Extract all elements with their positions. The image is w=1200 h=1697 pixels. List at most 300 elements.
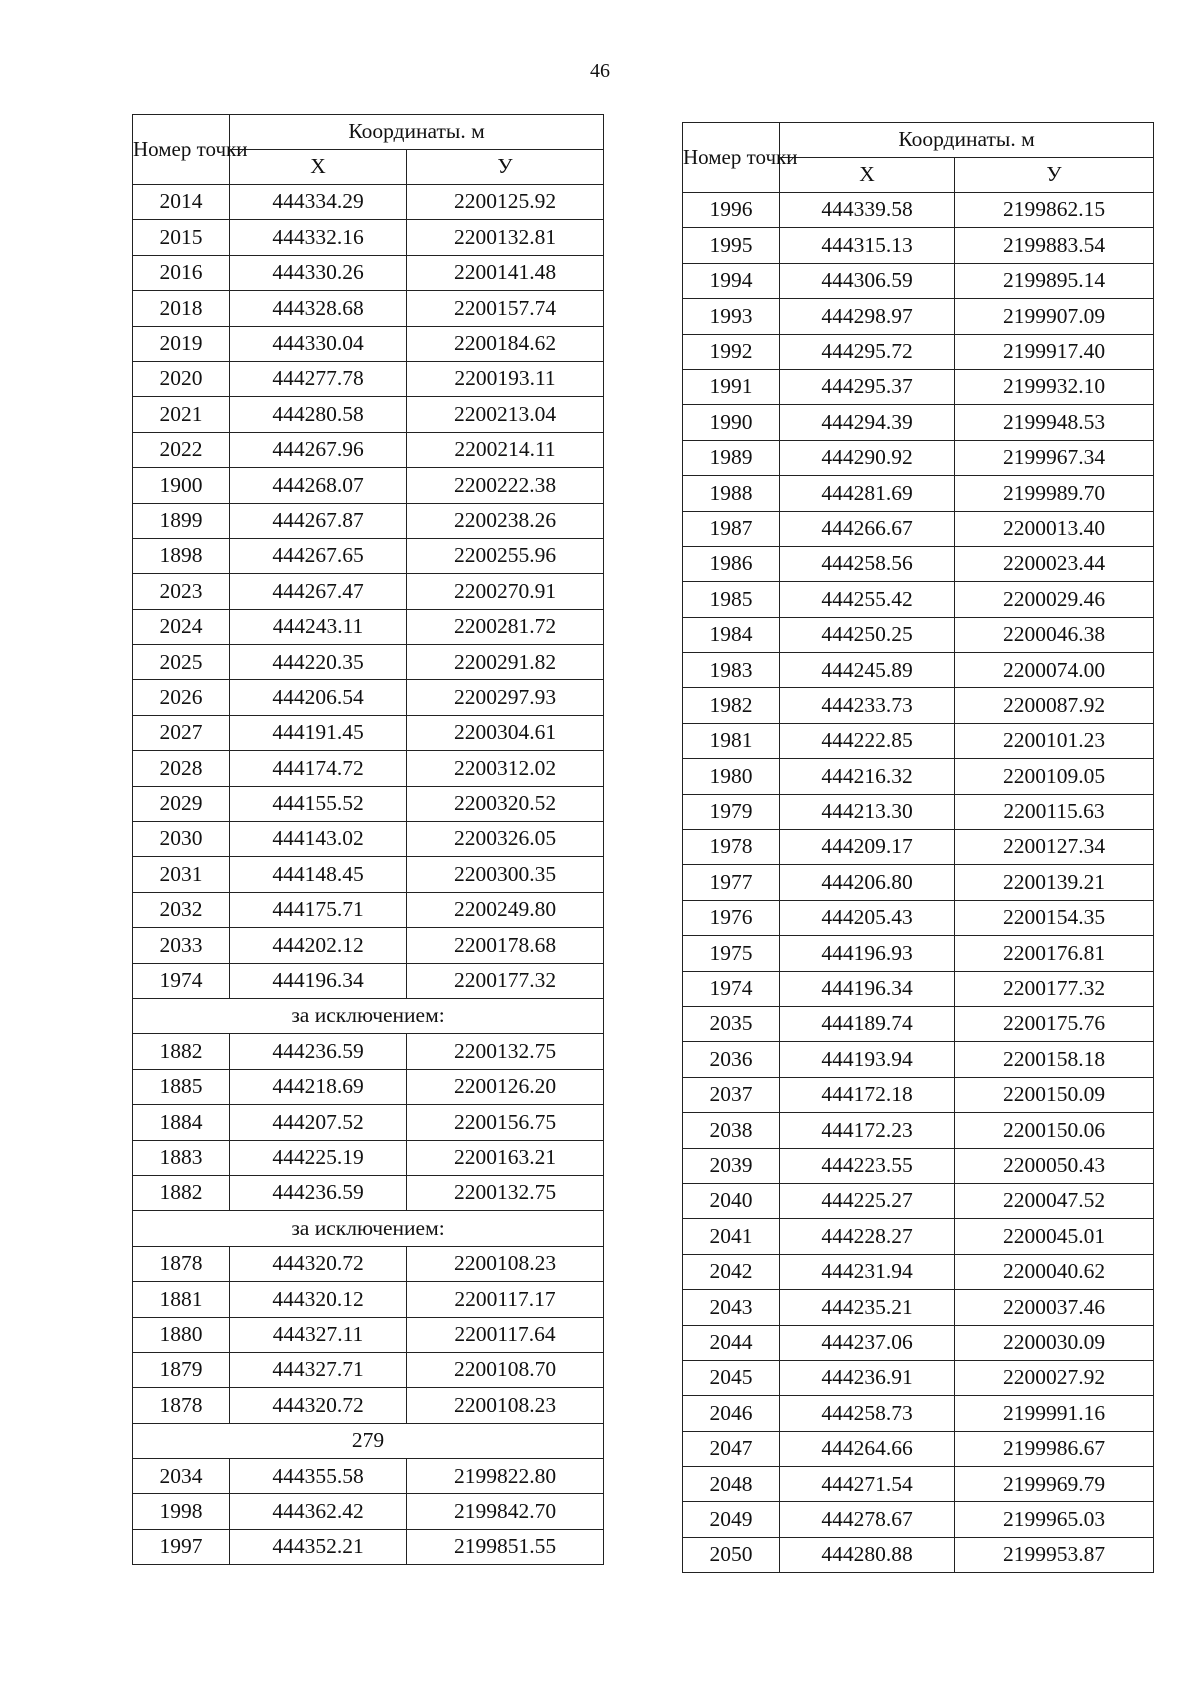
x-coordinate-cell: 444143.02 (230, 822, 407, 857)
table-row (683, 617, 1154, 652)
table-row (683, 723, 1154, 758)
point-number-cell: 1885 (133, 1069, 230, 1104)
x-coordinate-cell: 444327.71 (230, 1352, 407, 1387)
x-coordinate-cell: 444352.21 (230, 1529, 407, 1564)
table-row (133, 1494, 604, 1529)
y-coordinate-cell: 2200125.92 (407, 185, 604, 220)
x-coordinate-cell: 444220.35 (230, 645, 407, 680)
x-coordinate-cell: 444235.21 (780, 1290, 955, 1325)
table-row (133, 715, 604, 750)
point-number-cell: 1981 (683, 723, 780, 758)
point-number-cell: 2032 (133, 892, 230, 927)
x-coordinate-cell: 444320.72 (230, 1246, 407, 1281)
y-coordinate-cell: 2200108.70 (407, 1352, 604, 1387)
x-coordinate-cell: 444277.78 (230, 361, 407, 396)
x-coordinate-cell: 444191.45 (230, 715, 407, 750)
point-number-cell: 1990 (683, 405, 780, 440)
table-row (683, 1431, 1154, 1466)
x-coordinate-cell: 444225.27 (780, 1183, 955, 1218)
y-coordinate-cell: 2200050.43 (955, 1148, 1154, 1183)
section-row (133, 1423, 604, 1458)
y-coordinate-cell: 2200238.26 (407, 503, 604, 538)
x-coordinate-cell: 444332.16 (230, 220, 407, 255)
y-coordinate-cell: 2200047.52 (955, 1183, 1154, 1218)
x-coordinate-cell: 444206.54 (230, 680, 407, 715)
point-number-cell: 1900 (133, 468, 230, 503)
y-coordinate-cell: 2199907.09 (955, 299, 1154, 334)
x-coordinate-cell: 444155.52 (230, 786, 407, 821)
point-number-cell: 2049 (683, 1502, 780, 1537)
point-number-cell: 1974 (683, 971, 780, 1006)
table-row (683, 369, 1154, 404)
point-number-cell: 1986 (683, 546, 780, 581)
x-coordinate-cell: 444267.65 (230, 538, 407, 573)
y-coordinate-cell: 2200046.38 (955, 617, 1154, 652)
x-coordinate-cell: 444223.55 (780, 1148, 955, 1183)
x-coordinate-cell: 444206.80 (780, 865, 955, 900)
x-coordinate-cell: 444334.29 (230, 185, 407, 220)
point-number-cell: 2019 (133, 326, 230, 361)
table-row (683, 1537, 1154, 1572)
section-row (133, 1211, 604, 1246)
point-number-cell: 1882 (133, 1034, 230, 1069)
point-number-cell: 2030 (133, 822, 230, 857)
table-row (133, 1246, 604, 1281)
y-coordinate-cell: 2200193.11 (407, 361, 604, 396)
x-coordinate-cell: 444202.12 (230, 928, 407, 963)
x-coordinate-cell: 444218.69 (230, 1069, 407, 1104)
x-coordinate-cell: 444172.23 (780, 1113, 955, 1148)
y-coordinate-cell: 2200037.46 (955, 1290, 1154, 1325)
table-row (133, 432, 604, 467)
table-row (133, 1105, 604, 1140)
y-coordinate-cell: 2200300.35 (407, 857, 604, 892)
y-coordinate-cell: 2200108.23 (407, 1388, 604, 1423)
point-number-cell: 2021 (133, 397, 230, 432)
section-label: за исключением: (133, 1211, 604, 1246)
y-coordinate-cell: 2200297.93 (407, 680, 604, 715)
y-coordinate-cell: 2199932.10 (955, 369, 1154, 404)
y-coordinate-cell: 2200320.52 (407, 786, 604, 821)
table-row (133, 574, 604, 609)
x-coordinate-cell: 444258.73 (780, 1396, 955, 1431)
x-coordinate-cell: 444174.72 (230, 751, 407, 786)
y-coordinate-cell: 2200156.75 (407, 1105, 604, 1140)
point-number-cell: 2025 (133, 645, 230, 680)
table-row (683, 1325, 1154, 1360)
x-coordinate-cell: 444320.72 (230, 1388, 407, 1423)
y-coordinate-cell: 2200157.74 (407, 291, 604, 326)
table-row (683, 582, 1154, 617)
y-coordinate-cell: 2200222.38 (407, 468, 604, 503)
y-coordinate-cell: 2200154.35 (955, 900, 1154, 935)
x-coordinate-cell: 444295.72 (780, 334, 955, 369)
x-coordinate-cell: 444196.93 (780, 936, 955, 971)
y-coordinate-cell: 2200109.05 (955, 759, 1154, 794)
x-coordinate-cell: 444196.34 (230, 963, 407, 998)
section-label: за исключением: (133, 998, 604, 1033)
header-coordinates: Координаты. м (780, 123, 1154, 158)
point-number-cell: 1978 (683, 830, 780, 865)
x-coordinate-cell: 444236.59 (230, 1175, 407, 1210)
y-coordinate-cell: 2200178.68 (407, 928, 604, 963)
point-number-cell: 2042 (683, 1254, 780, 1289)
table-row (683, 1467, 1154, 1502)
x-coordinate-cell: 444271.54 (780, 1467, 955, 1502)
x-coordinate-cell: 444278.67 (780, 1502, 955, 1537)
point-number-cell: 1994 (683, 263, 780, 298)
x-coordinate-cell: 444295.37 (780, 369, 955, 404)
table-row (133, 609, 604, 644)
point-number-cell: 2026 (133, 680, 230, 715)
header-y: У (955, 158, 1154, 193)
y-coordinate-cell: 2200013.40 (955, 511, 1154, 546)
point-number-cell: 1881 (133, 1282, 230, 1317)
y-coordinate-cell: 2200040.62 (955, 1254, 1154, 1289)
y-coordinate-cell: 2200045.01 (955, 1219, 1154, 1254)
table-row (683, 1077, 1154, 1112)
point-number-cell: 2022 (133, 432, 230, 467)
x-coordinate-cell: 444189.74 (780, 1006, 955, 1041)
table-row (683, 193, 1154, 228)
point-number-cell: 1997 (133, 1529, 230, 1564)
point-number-cell: 1979 (683, 794, 780, 829)
point-number-cell: 2045 (683, 1360, 780, 1395)
y-coordinate-cell: 2199986.67 (955, 1431, 1154, 1466)
table-row (133, 822, 604, 857)
table-row (133, 645, 604, 680)
y-coordinate-cell: 2200117.64 (407, 1317, 604, 1352)
y-coordinate-cell: 2200150.09 (955, 1077, 1154, 1112)
y-coordinate-cell: 2200087.92 (955, 688, 1154, 723)
table-row (133, 1352, 604, 1387)
table-row (133, 680, 604, 715)
x-coordinate-cell: 444216.32 (780, 759, 955, 794)
table-row (133, 468, 604, 503)
table-row (683, 936, 1154, 971)
y-coordinate-cell: 2199851.55 (407, 1529, 604, 1564)
y-coordinate-cell: 2200139.21 (955, 865, 1154, 900)
x-coordinate-cell: 444148.45 (230, 857, 407, 892)
x-coordinate-cell: 444245.89 (780, 653, 955, 688)
header-point-number: Номер точки (133, 115, 230, 185)
table-row (133, 1459, 604, 1494)
x-coordinate-cell: 444268.07 (230, 468, 407, 503)
point-number-cell: 1976 (683, 900, 780, 935)
table-row (683, 830, 1154, 865)
x-coordinate-cell: 444243.11 (230, 609, 407, 644)
y-coordinate-cell: 2199862.15 (955, 193, 1154, 228)
y-coordinate-cell: 2199822.80 (407, 1459, 604, 1494)
x-coordinate-cell: 444258.56 (780, 546, 955, 581)
header-coordinates: Координаты. м (230, 115, 604, 150)
y-coordinate-cell: 2199989.70 (955, 476, 1154, 511)
x-coordinate-cell: 444264.66 (780, 1431, 955, 1466)
x-coordinate-cell: 444328.68 (230, 291, 407, 326)
y-coordinate-cell: 2199842.70 (407, 1494, 604, 1529)
x-coordinate-cell: 444266.67 (780, 511, 955, 546)
y-coordinate-cell: 2199948.53 (955, 405, 1154, 440)
table-row (683, 405, 1154, 440)
point-number-cell: 1991 (683, 369, 780, 404)
point-number-cell: 1995 (683, 228, 780, 263)
y-coordinate-cell: 2199883.54 (955, 228, 1154, 263)
right-coordinates-table (682, 122, 1154, 1573)
point-number-cell: 2040 (683, 1183, 780, 1218)
x-coordinate-cell: 444315.13 (780, 228, 955, 263)
point-number-cell: 1988 (683, 476, 780, 511)
y-coordinate-cell: 2200249.80 (407, 892, 604, 927)
table-row (683, 1042, 1154, 1077)
point-number-cell: 2035 (683, 1006, 780, 1041)
table-row (683, 546, 1154, 581)
table-row (133, 1140, 604, 1175)
table-row (683, 1006, 1154, 1041)
x-coordinate-cell: 444228.27 (780, 1219, 955, 1254)
x-coordinate-cell: 444306.59 (780, 263, 955, 298)
y-coordinate-cell: 2200163.21 (407, 1140, 604, 1175)
table-row (133, 1069, 604, 1104)
table-row (683, 1360, 1154, 1395)
header-x: X (780, 158, 955, 193)
table-row (133, 928, 604, 963)
table-row (683, 1113, 1154, 1148)
point-number-cell: 1998 (133, 1494, 230, 1529)
y-coordinate-cell: 2200176.81 (955, 936, 1154, 971)
point-number-cell: 1974 (133, 963, 230, 998)
y-coordinate-cell: 2200027.92 (955, 1360, 1154, 1395)
x-coordinate-cell: 444236.91 (780, 1360, 955, 1395)
point-number-cell: 2038 (683, 1113, 780, 1148)
y-coordinate-cell: 2199917.40 (955, 334, 1154, 369)
table-row (133, 892, 604, 927)
table-row (133, 185, 604, 220)
x-coordinate-cell: 444298.97 (780, 299, 955, 334)
table-row (683, 688, 1154, 723)
x-coordinate-cell: 444196.34 (780, 971, 955, 1006)
point-number-cell: 2016 (133, 255, 230, 290)
point-number-cell: 2043 (683, 1290, 780, 1325)
table-row (133, 361, 604, 396)
point-number-cell: 2029 (133, 786, 230, 821)
point-number-cell: 1993 (683, 299, 780, 334)
point-number-cell: 2048 (683, 1467, 780, 1502)
y-coordinate-cell: 2200158.18 (955, 1042, 1154, 1077)
point-number-cell: 1982 (683, 688, 780, 723)
y-coordinate-cell: 2200127.34 (955, 830, 1154, 865)
point-number-cell: 1989 (683, 440, 780, 475)
point-number-cell: 1878 (133, 1246, 230, 1281)
x-coordinate-cell: 444209.17 (780, 830, 955, 865)
y-coordinate-cell: 2199991.16 (955, 1396, 1154, 1431)
table-row (133, 397, 604, 432)
header-y: У (407, 150, 604, 185)
table-row (133, 751, 604, 786)
table-row (683, 865, 1154, 900)
point-number-cell: 2015 (133, 220, 230, 255)
point-number-cell: 2041 (683, 1219, 780, 1254)
table-row (133, 538, 604, 573)
x-coordinate-cell: 444327.11 (230, 1317, 407, 1352)
y-coordinate-cell: 2200326.05 (407, 822, 604, 857)
point-number-cell: 2050 (683, 1537, 780, 1572)
point-number-cell: 1983 (683, 653, 780, 688)
y-coordinate-cell: 2200108.23 (407, 1246, 604, 1281)
table-row (683, 1219, 1154, 1254)
table-row (133, 963, 604, 998)
y-coordinate-cell: 2200175.76 (955, 1006, 1154, 1041)
point-number-cell: 1985 (683, 582, 780, 617)
table-row (683, 900, 1154, 935)
table-row (133, 1388, 604, 1423)
y-coordinate-cell: 2200255.96 (407, 538, 604, 573)
x-coordinate-cell: 444222.85 (780, 723, 955, 758)
point-number-cell: 1984 (683, 617, 780, 652)
x-coordinate-cell: 444280.88 (780, 1537, 955, 1572)
table-row (133, 503, 604, 538)
y-coordinate-cell: 2200213.04 (407, 397, 604, 432)
y-coordinate-cell: 2200304.61 (407, 715, 604, 750)
point-number-cell: 2037 (683, 1077, 780, 1112)
y-coordinate-cell: 2200132.75 (407, 1034, 604, 1069)
x-coordinate-cell: 444320.12 (230, 1282, 407, 1317)
point-number-cell: 2036 (683, 1042, 780, 1077)
table-row (133, 326, 604, 361)
table-row (133, 1034, 604, 1069)
y-coordinate-cell: 2200030.09 (955, 1325, 1154, 1360)
section-label: 279 (133, 1423, 604, 1458)
y-coordinate-cell: 2200270.91 (407, 574, 604, 609)
page-number: 46 (590, 60, 610, 82)
x-coordinate-cell: 444255.42 (780, 582, 955, 617)
point-number-cell: 1884 (133, 1105, 230, 1140)
x-coordinate-cell: 444175.71 (230, 892, 407, 927)
point-number-cell: 2047 (683, 1431, 780, 1466)
y-coordinate-cell: 2200291.82 (407, 645, 604, 680)
table-row (683, 759, 1154, 794)
y-coordinate-cell: 2200132.75 (407, 1175, 604, 1210)
x-coordinate-cell: 444207.52 (230, 1105, 407, 1140)
y-coordinate-cell: 2200101.23 (955, 723, 1154, 758)
y-coordinate-cell: 2200281.72 (407, 609, 604, 644)
x-coordinate-cell: 444236.59 (230, 1034, 407, 1069)
point-number-cell: 1899 (133, 503, 230, 538)
table-row (683, 228, 1154, 263)
x-coordinate-cell: 444294.39 (780, 405, 955, 440)
y-coordinate-cell: 2200150.06 (955, 1113, 1154, 1148)
x-coordinate-cell: 444355.58 (230, 1459, 407, 1494)
y-coordinate-cell: 2199895.14 (955, 263, 1154, 298)
table-row (133, 1529, 604, 1564)
x-coordinate-cell: 444237.06 (780, 1325, 955, 1360)
y-coordinate-cell: 2199967.34 (955, 440, 1154, 475)
x-coordinate-cell: 444193.94 (780, 1042, 955, 1077)
x-coordinate-cell: 444362.42 (230, 1494, 407, 1529)
point-number-cell: 1996 (683, 193, 780, 228)
x-coordinate-cell: 444330.26 (230, 255, 407, 290)
point-number-cell: 2044 (683, 1325, 780, 1360)
y-coordinate-cell: 2200023.44 (955, 546, 1154, 581)
point-number-cell: 1878 (133, 1388, 230, 1423)
point-number-cell: 1987 (683, 511, 780, 546)
table-row (683, 794, 1154, 829)
y-coordinate-cell: 2200141.48 (407, 255, 604, 290)
left-coordinates-table (132, 114, 604, 1565)
x-coordinate-cell: 444231.94 (780, 1254, 955, 1289)
table-row (683, 1148, 1154, 1183)
y-coordinate-cell: 2199969.79 (955, 1467, 1154, 1502)
x-coordinate-cell: 444250.25 (780, 617, 955, 652)
table-row (683, 653, 1154, 688)
point-number-cell: 2024 (133, 609, 230, 644)
x-coordinate-cell: 444213.30 (780, 794, 955, 829)
y-coordinate-cell: 2200074.00 (955, 653, 1154, 688)
y-coordinate-cell: 2199965.03 (955, 1502, 1154, 1537)
x-coordinate-cell: 444330.04 (230, 326, 407, 361)
table-row (133, 1282, 604, 1317)
point-number-cell: 1883 (133, 1140, 230, 1175)
point-number-cell: 2018 (133, 291, 230, 326)
table-row (683, 1254, 1154, 1289)
y-coordinate-cell: 2200177.32 (407, 963, 604, 998)
point-number-cell: 2027 (133, 715, 230, 750)
y-coordinate-cell: 2200132.81 (407, 220, 604, 255)
table-row (133, 857, 604, 892)
table-row (133, 220, 604, 255)
point-number-cell: 2031 (133, 857, 230, 892)
header-x: X (230, 150, 407, 185)
point-number-cell: 1977 (683, 865, 780, 900)
y-coordinate-cell: 2199953.87 (955, 1537, 1154, 1572)
table-row (133, 1175, 604, 1210)
x-coordinate-cell: 444225.19 (230, 1140, 407, 1175)
point-number-cell: 1992 (683, 334, 780, 369)
y-coordinate-cell: 2200177.32 (955, 971, 1154, 1006)
x-coordinate-cell: 444267.87 (230, 503, 407, 538)
table-row (683, 971, 1154, 1006)
y-coordinate-cell: 2200126.20 (407, 1069, 604, 1104)
point-number-cell: 1975 (683, 936, 780, 971)
point-number-cell: 1882 (133, 1175, 230, 1210)
table-row (683, 511, 1154, 546)
point-number-cell: 1880 (133, 1317, 230, 1352)
x-coordinate-cell: 444172.18 (780, 1077, 955, 1112)
point-number-cell: 2028 (133, 751, 230, 786)
table-row (683, 440, 1154, 475)
table-row (133, 255, 604, 290)
header-point-number: Номер точки (683, 123, 780, 193)
table-row (683, 1183, 1154, 1218)
x-coordinate-cell: 444233.73 (780, 688, 955, 723)
y-coordinate-cell: 2200184.62 (407, 326, 604, 361)
point-number-cell: 1898 (133, 538, 230, 573)
table-row (683, 334, 1154, 369)
table-row (683, 299, 1154, 334)
x-coordinate-cell: 444280.58 (230, 397, 407, 432)
y-coordinate-cell: 2200029.46 (955, 582, 1154, 617)
point-number-cell: 1879 (133, 1352, 230, 1387)
point-number-cell: 2014 (133, 185, 230, 220)
x-coordinate-cell: 444267.47 (230, 574, 407, 609)
x-coordinate-cell: 444281.69 (780, 476, 955, 511)
table-row (683, 263, 1154, 298)
table-row (133, 291, 604, 326)
table-row (683, 1502, 1154, 1537)
section-row (133, 998, 604, 1033)
x-coordinate-cell: 444339.58 (780, 193, 955, 228)
point-number-cell: 2046 (683, 1396, 780, 1431)
point-number-cell: 2034 (133, 1459, 230, 1494)
